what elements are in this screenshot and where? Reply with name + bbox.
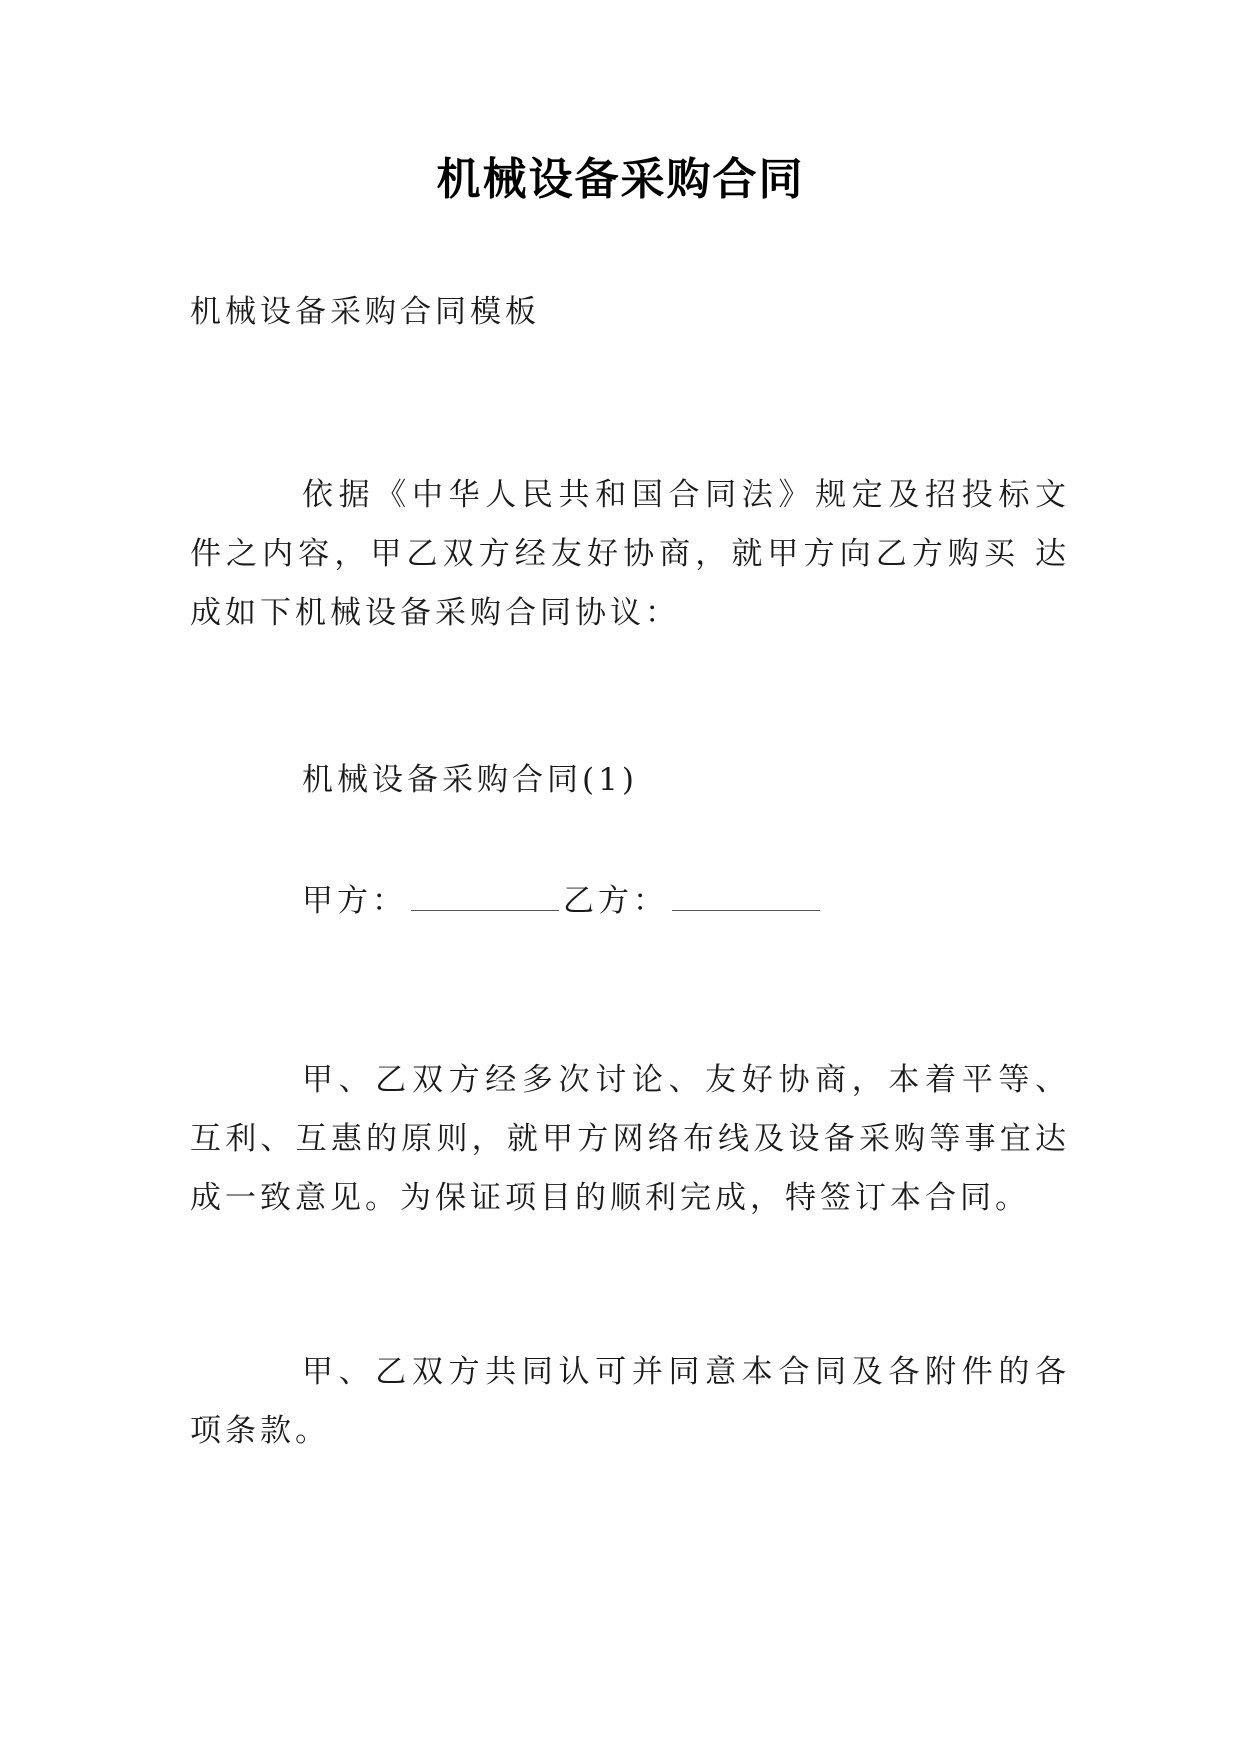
document-title: 机械设备采购合同	[436, 154, 805, 205]
parties-line	[302, 880, 824, 921]
intro-paragraph: 依据《中华人民共和国合同法》规定及招投标文件之内容，甲乙双方经友好协商，就甲方向乙方购买 达成如下机械设备采购合同协议：	[190, 477, 1070, 631]
agreement-paragraph: 甲、乙双方经多次讨论、友好协商，本着平等、互利、互惠的原则，就甲方网络布线及设备采购等事宜达成一致意见。为保证项目的顺利完成，特签订本合同。	[190, 1062, 1070, 1216]
document-subtitle: 机械设备采购合同模板	[190, 294, 540, 330]
section-heading: 机械设备采购合同(1)	[302, 762, 638, 798]
party-a-blank	[411, 880, 559, 911]
party-b-label: 乙方：	[563, 883, 668, 919]
terms-paragraph: 甲、乙双方共同认可并同意本合同及各附件的各项条款。	[190, 1354, 1070, 1449]
party-a-label: 甲方：	[302, 883, 407, 919]
party-b-blank	[672, 880, 820, 911]
